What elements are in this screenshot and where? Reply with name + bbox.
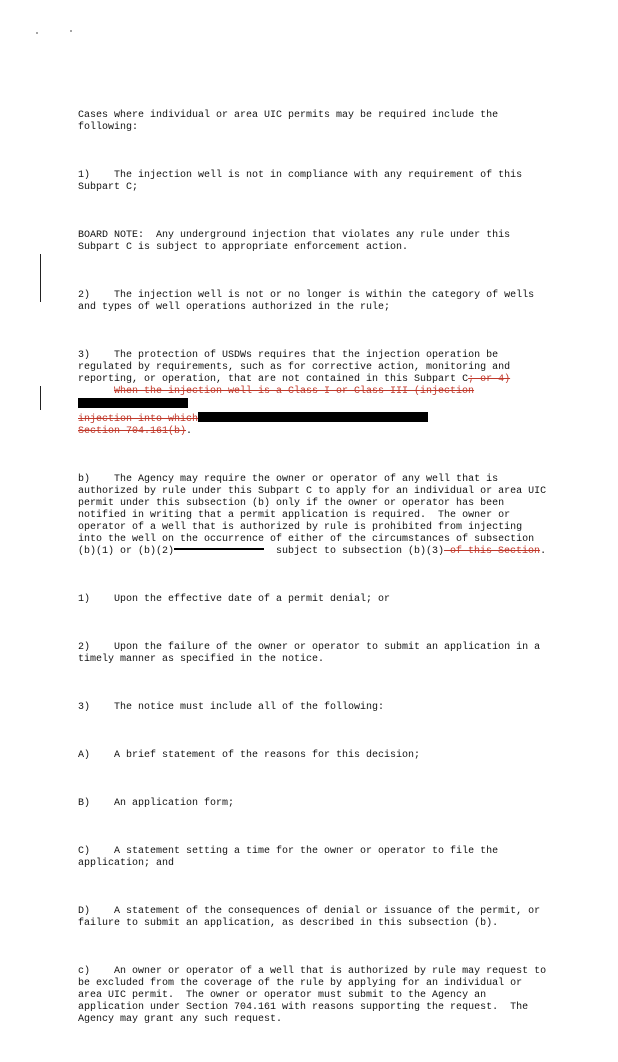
deleted-text: Section 704.161(b) bbox=[78, 426, 187, 437]
redaction-block bbox=[78, 398, 188, 408]
board-note: BOARD NOTE: Any underground injection that violates any rule under this Subpart C is subject to appropriate enforcement action. bbox=[78, 230, 517, 253]
paragraph-a3-text: 3) The protection of USDWs requires that the injection operation be regulated by requirements, such as for corrective action, monitoring and reporting, or operation, that are not contained in this Subpart C bbox=[78, 350, 517, 385]
deleted-text: ; or 4) bbox=[468, 374, 511, 385]
deleted-text: When the injection well is a Class I or Class III (injection bbox=[114, 386, 475, 397]
paragraph-b3c: C) A statement setting a time for the owner or operator to file the application; and bbox=[78, 846, 505, 869]
paragraph-b3: 3) The notice must include all of the following: bbox=[78, 702, 385, 713]
paragraph-c: c) An owner or operator of a well that is authorized by rule may request to be excluded from the coverage of the rule by applying for an individual or area UIC permit. The owner or operator must submit to the Agency an application under Section 704.161 with reasons supporting the request. The Agency may grant any such request. bbox=[78, 966, 553, 1025]
paragraph-b3a: A) A brief statement of the reasons for this decision; bbox=[78, 750, 421, 761]
change-bar bbox=[40, 254, 41, 302]
deleted-text: injection into which bbox=[78, 414, 199, 425]
scan-speck bbox=[70, 30, 72, 32]
paragraph-a2: 2) The injection well is not or no longer is within the category of wells and types of well operations authorized in the rule; bbox=[78, 290, 541, 313]
paragraph-b3b: B) An application form; bbox=[78, 798, 235, 809]
document-text bbox=[78, 86, 553, 1062]
paragraph-b3d: D) A statement of the consequences of denial or issuance of the permit, or failure to submit an application, as described in this subsection (b). bbox=[78, 906, 547, 929]
redaction-block bbox=[198, 412, 428, 422]
paragraph-b1: 1) Upon the effective date of a permit denial; or bbox=[78, 594, 391, 605]
paragraph-b-text: b) The Agency may require the owner or operator of any well that is authorized by rule under this Subpart C to apply for an individual or area UIC permit under this subsection (b) only if the owner or operator has been notified in writing that a permit application is required. The owner or operator of a well that is authorized by rule is prohibited from injecting into the well on the occurrence of either of the circumstances of subsection (b)(1) or (b)(2) bbox=[78, 474, 553, 557]
paragraph-intro: Cases where individual or area UIC permits may be required include the following: bbox=[78, 110, 505, 133]
change-bar bbox=[40, 386, 41, 410]
paragraph-b: b) The Agency may require the owner or operator of any well that is authorized by rule under this Subpart C to apply for an individual or area UIC permit under this subsection (b) only if the owner or operator has been notified in writing that a permit application is required. The owner or operator of a well that is authorized by rule is prohibited from injecting into the well on the occurrence of either of the circumstances of subsection (b)(1) or (b)(2) subject to subsection (b)(3) of this Section. bbox=[78, 474, 553, 557]
deleted-text: of this Section bbox=[444, 546, 541, 557]
redaction-line bbox=[174, 548, 264, 550]
scan-speck bbox=[36, 32, 38, 34]
paragraph-a3: 3) The protection of USDWs requires that the injection operation be regulated by requirements, such as for corrective action, monitoring and reporting, or operation, that are not contained in this Subpart C; or 4) When the injection well is a Class I or Class III (injection injection into which Section 704.161(b). bbox=[78, 350, 517, 437]
paragraph-b2: 2) Upon the failure of the owner or operator to submit an application in a timely manner as specified in the notice. bbox=[78, 642, 547, 665]
paragraph-a1: 1) The injection well is not in compliance with any requirement of this Subpart C; bbox=[78, 170, 529, 193]
